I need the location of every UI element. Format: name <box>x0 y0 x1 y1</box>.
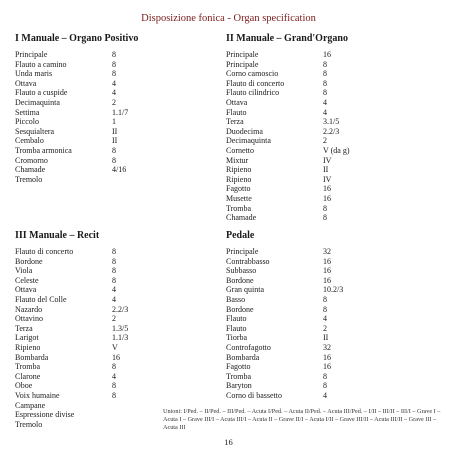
stop-row <box>15 266 128 276</box>
stop-name: Chamade <box>15 165 46 175</box>
stop-name: Gran quinta <box>226 285 264 295</box>
stop-name: Tremolo <box>15 174 43 184</box>
stop-size: 2.2/3 <box>323 126 340 136</box>
stop-size: II <box>323 165 329 175</box>
stop-name: Mixtur <box>226 155 249 165</box>
stop-row <box>226 266 343 276</box>
stop-name: Tromba armonica <box>15 145 72 155</box>
stop-name: Viola <box>15 266 33 276</box>
stop-size: 16 <box>323 362 331 372</box>
stop-size: 4/16 <box>112 165 127 175</box>
stop-name: Bordone <box>226 275 254 285</box>
stop-row <box>226 285 343 295</box>
stop-row <box>226 247 343 257</box>
stop-row <box>226 165 350 175</box>
stop-size: 8 <box>112 381 116 391</box>
stop-row <box>226 324 343 334</box>
section-heading: I Manuale – Organo Positivo <box>15 33 139 44</box>
stop-row <box>15 175 138 185</box>
stop-name: Bordone <box>15 256 43 266</box>
stop-name: Basso <box>226 294 246 304</box>
stop-name: Decimaquinta <box>226 136 271 146</box>
stop-size: 4 <box>112 285 116 295</box>
stop-list <box>15 50 138 184</box>
stop-name: Chamade <box>226 213 257 223</box>
stop-name: Corno di bassetto <box>226 390 282 400</box>
stop-size: 8 <box>323 213 327 223</box>
stop-size: 3.1/5 <box>323 117 340 127</box>
stop-name: Tremolo <box>15 419 43 429</box>
stop-size: V <box>112 342 118 352</box>
stop-size: 4 <box>323 390 327 400</box>
stop-row <box>226 353 343 363</box>
stop-size: 4 <box>112 78 116 88</box>
stop-row <box>15 98 138 108</box>
manual-section-recit <box>15 230 128 429</box>
stop-size: V (da g) <box>323 145 350 155</box>
stop-name: Decimaquinta <box>15 97 60 107</box>
stop-name: Espressione divise <box>15 410 75 420</box>
stop-row <box>15 362 128 372</box>
stop-row <box>226 362 343 372</box>
stop-row <box>226 136 350 146</box>
stop-size: 8 <box>112 362 116 372</box>
stop-size: 8 <box>323 203 327 213</box>
stop-size: 1 <box>112 117 116 127</box>
stop-row <box>226 391 343 401</box>
stop-name: Cembalo <box>15 136 44 146</box>
stop-row <box>226 213 350 223</box>
stop-row <box>15 420 128 430</box>
stop-size: 16 <box>323 266 331 276</box>
stop-name: Flauto a cuspide <box>15 88 68 98</box>
stop-name: Controfagotto <box>226 342 271 352</box>
manual-section-pedale <box>226 230 343 401</box>
stop-row <box>15 410 128 420</box>
stop-size: 16 <box>323 50 331 59</box>
stop-row <box>15 343 128 353</box>
stop-name: Piccolo <box>15 117 39 127</box>
stop-name: Baryton <box>226 381 252 391</box>
stop-size: 16 <box>323 193 331 203</box>
stop-name: Flauto <box>226 107 247 117</box>
stop-name: Celeste <box>15 275 39 285</box>
stop-name: Larigot <box>15 333 39 343</box>
stop-name: Flauto di concerto <box>226 78 285 88</box>
stop-size: II <box>112 136 118 146</box>
stop-name: Flauto cilindrico <box>226 88 280 98</box>
stop-size: 8 <box>112 145 116 155</box>
stop-name: Duodecima <box>226 126 263 136</box>
stop-size: 2 <box>112 97 116 107</box>
stop-size: 8 <box>323 78 327 88</box>
stop-name: Unda maris <box>15 69 53 79</box>
page-title: Disposizione fonica - Organ specification <box>141 13 316 24</box>
stop-size: 1.1/3 <box>112 333 129 343</box>
stop-size: 4 <box>323 314 327 324</box>
stop-size: 10.2/3 <box>323 285 344 295</box>
stop-row <box>15 333 128 343</box>
stop-size: 8 <box>112 50 116 59</box>
stop-size: 8 <box>323 69 327 79</box>
stop-row <box>15 314 128 324</box>
stop-name: Ottavino <box>15 314 43 324</box>
stop-size: 16 <box>323 275 331 285</box>
stop-name: Bordone <box>226 304 254 314</box>
stop-name: Tromba <box>15 362 41 372</box>
stop-list <box>15 247 128 429</box>
stop-row <box>15 285 128 295</box>
stop-size: 4 <box>112 371 116 381</box>
stop-size: 2.2/3 <box>112 304 129 314</box>
stop-name: Tromba <box>226 203 252 213</box>
stop-name: Ottava <box>15 285 37 295</box>
stop-name: Principale <box>226 247 259 256</box>
stop-row <box>226 194 350 204</box>
stop-row <box>15 276 128 286</box>
stop-name: Clarone <box>15 371 41 381</box>
stop-row <box>226 314 343 324</box>
stop-row <box>226 276 343 286</box>
stop-name: Tiorba <box>226 333 248 343</box>
stop-size: 8 <box>323 88 327 98</box>
stop-size: IV <box>323 174 332 184</box>
stop-size: 32 <box>323 247 331 256</box>
stop-row <box>226 204 350 214</box>
section-heading: II Manuale – Grand'Organo <box>226 33 348 44</box>
stop-list <box>226 247 343 401</box>
stop-size: 8 <box>112 59 116 69</box>
stop-name: Ripieno <box>226 174 252 184</box>
stop-name: Ripieno <box>15 342 41 352</box>
stop-size: 4 <box>112 88 116 98</box>
stop-row <box>226 98 350 108</box>
stop-row <box>226 184 350 194</box>
stop-row <box>15 156 138 166</box>
stop-size: 8 <box>112 256 116 266</box>
stop-size: 8 <box>323 59 327 69</box>
page-number: 16 <box>224 437 233 447</box>
stop-size: 4 <box>323 97 327 107</box>
stop-row <box>15 353 128 363</box>
stop-row <box>226 305 343 315</box>
stop-row <box>15 372 128 382</box>
stop-row <box>15 401 128 411</box>
stop-row <box>226 175 350 185</box>
stop-size: 8 <box>112 390 116 400</box>
section-heading: Pedale <box>226 230 255 241</box>
stop-name: Terza <box>15 323 33 333</box>
stop-row <box>15 108 138 118</box>
stop-row <box>15 127 138 137</box>
stop-size: 4 <box>112 294 116 304</box>
stop-row <box>226 88 350 98</box>
stop-name: Ottava <box>226 97 248 107</box>
stop-name: Flauto di concerto <box>15 247 74 256</box>
stop-row <box>226 127 350 137</box>
stop-name: Flauto <box>226 323 247 333</box>
stop-name: Settima <box>15 107 40 117</box>
stop-size: 2 <box>323 323 327 333</box>
stop-size: 8 <box>323 381 327 391</box>
stop-size: 2 <box>323 136 327 146</box>
stop-size: 8 <box>112 155 116 165</box>
stop-row <box>15 136 138 146</box>
stop-size: 32 <box>323 342 331 352</box>
stop-size: 1.1/7 <box>112 107 129 117</box>
stop-name: Contrabbasso <box>226 256 270 266</box>
stop-row <box>226 156 350 166</box>
stop-name: Nazardo <box>15 304 43 314</box>
stop-name: Fagotto <box>226 184 251 194</box>
stop-name: Principale <box>226 50 259 59</box>
stop-row <box>226 60 350 70</box>
stop-row <box>15 257 128 267</box>
section-heading: III Manuale – Recit <box>15 230 100 241</box>
stop-name: Subbasso <box>226 266 257 276</box>
stop-name: Campane <box>15 400 46 410</box>
stop-size: 8 <box>112 247 116 256</box>
stop-size: 16 <box>323 184 331 194</box>
stop-size: 16 <box>112 352 120 362</box>
stop-name: Voix humaine <box>15 390 60 400</box>
stop-row <box>226 333 343 343</box>
stop-name: Flauto <box>226 314 247 324</box>
stop-row <box>15 305 128 315</box>
stop-size: 8 <box>112 275 116 285</box>
stop-name: Flauto del Colle <box>15 294 67 304</box>
stop-size: 8 <box>112 69 116 79</box>
stop-size: 8 <box>323 371 327 381</box>
stop-name: Cromorno <box>15 155 48 165</box>
stop-name: Principale <box>226 59 259 69</box>
stop-row <box>226 79 350 89</box>
stop-row <box>226 50 350 60</box>
stop-name: Bombarda <box>226 352 260 362</box>
stop-name: Principale <box>15 50 48 59</box>
stop-row <box>15 295 128 305</box>
stop-size: 8 <box>323 304 327 314</box>
stop-size: 16 <box>323 352 331 362</box>
stop-size: IV <box>323 155 332 165</box>
stop-row <box>15 247 128 257</box>
stop-name: Cornetto <box>226 145 254 155</box>
stop-row <box>226 343 343 353</box>
couplers-text: Unioni: I/Ped. – II/Ped. – III/Ped. – Acuta I/Ped. – Acuta II/Ped. – Acuta III/Ped. – I/II – III/II – III/I – Grave I – Acuta I – Grave III/I – Acuta III/I – Acuta II – Grave II/I – Acuta I/II – Grave III/II – Acuta III/II – Grave III – Acuta III <box>163 408 441 431</box>
stop-name: Oboe <box>15 381 33 391</box>
stop-name: Corno camoscio <box>226 69 279 79</box>
stop-name: Sesquialtera <box>15 126 55 136</box>
stop-size: 2 <box>112 314 116 324</box>
stop-name: Musette <box>226 193 252 203</box>
stop-name: Flauto a camino <box>15 59 67 69</box>
stop-row <box>15 88 138 98</box>
stop-size: 8 <box>112 266 116 276</box>
stop-size: 16 <box>323 256 331 266</box>
stop-row <box>226 108 350 118</box>
manual-section-grandorgano <box>226 33 350 223</box>
stop-row <box>226 372 343 382</box>
stop-row <box>15 391 128 401</box>
stop-row <box>15 117 138 127</box>
stop-size: 1.3/5 <box>112 323 129 333</box>
stop-row <box>15 79 138 89</box>
stop-row <box>226 381 343 391</box>
stop-row <box>226 257 343 267</box>
stop-list <box>226 50 350 223</box>
stop-row <box>15 60 138 70</box>
stop-size: II <box>112 126 118 136</box>
stop-row <box>15 381 128 391</box>
stop-name: Tromba <box>226 371 252 381</box>
stop-size: 4 <box>323 107 327 117</box>
stop-row <box>226 69 350 79</box>
stop-row <box>15 146 138 156</box>
stop-row <box>226 146 350 156</box>
stop-name: Ripieno <box>226 165 252 175</box>
stop-size: II <box>323 333 329 343</box>
stop-row <box>15 50 138 60</box>
stop-name: Ottava <box>15 78 37 88</box>
stop-row <box>15 165 138 175</box>
stop-row <box>226 117 350 127</box>
manual-section-positivo <box>15 33 138 184</box>
stop-name: Terza <box>226 117 244 127</box>
stop-name: Bombarda <box>15 352 49 362</box>
stop-name: Fagotto <box>226 362 251 372</box>
stop-row <box>15 324 128 334</box>
stop-row <box>15 69 138 79</box>
stop-row <box>226 295 343 305</box>
stop-size: 8 <box>323 294 327 304</box>
